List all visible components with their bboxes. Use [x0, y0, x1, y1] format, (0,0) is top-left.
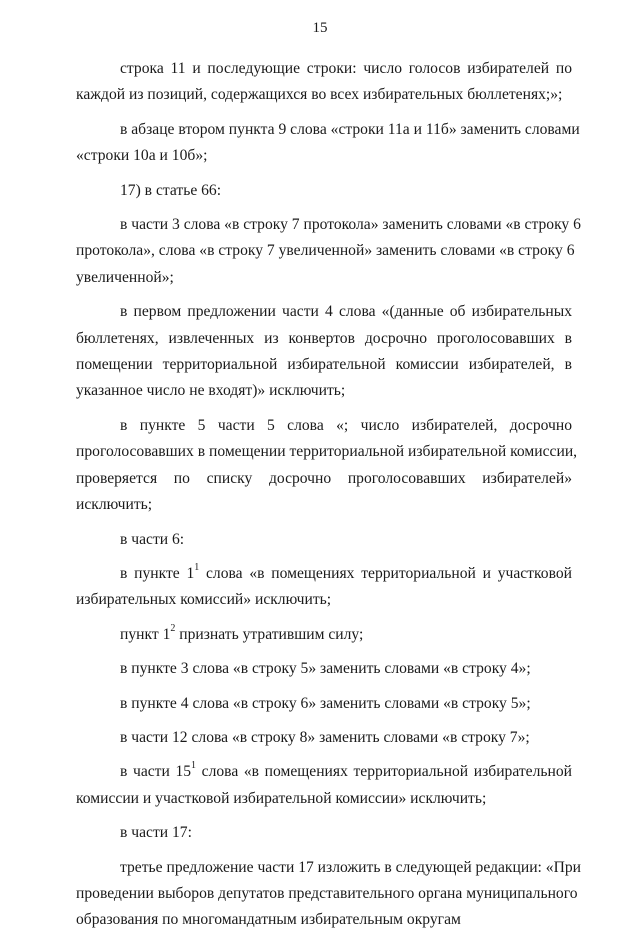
- paragraph-line: в части 6:: [120, 530, 185, 548]
- paragraph-line: каждой из позиций, содержащихся во всех избирательных бюллетенях;»;: [76, 86, 563, 104]
- text-fragment: слова «в помещениях территориальной избирательной: [196, 763, 572, 781]
- text-fragment: в пункте 1: [120, 564, 195, 582]
- paragraph: [76, 561, 572, 614]
- paragraph-line: «строки 10а и 10б»;: [76, 147, 208, 165]
- paragraph-line: в пункте 5 части 5 слова «; число избирателей, досрочно: [120, 416, 572, 434]
- paragraph-line: в первом предложении части 4 слова «(данные об избирательных: [120, 303, 572, 321]
- paragraph: [76, 759, 572, 812]
- paragraph-line: [76, 561, 572, 587]
- paragraph-line: в части 3 слова «в строку 7 протокола» заменить словами «в строку 6: [120, 216, 581, 234]
- superscript: 1: [194, 561, 200, 573]
- superscript: 2: [170, 622, 176, 634]
- document-body: [76, 56, 581, 942]
- paragraph-line: проведении выборов депутатов представительного органа муниципального: [76, 884, 578, 902]
- paragraph: [76, 820, 572, 846]
- text-fragment: слова «в помещениях территориальной и участковой: [199, 564, 572, 582]
- paragraph: [76, 725, 572, 751]
- paragraph-line: бюллетенях, извлеченных из конвертов досрочно проголосовавших в: [76, 329, 572, 347]
- paragraph: [76, 527, 572, 553]
- paragraph: [76, 691, 572, 717]
- paragraph-line: увеличенной»;: [76, 268, 174, 286]
- paragraph-line: [76, 622, 572, 648]
- paragraph-line: протокола», слова «в строку 7 увеличенной» заменить словами «в строку 6: [76, 242, 575, 260]
- paragraph: [76, 117, 580, 170]
- paragraph-line: в абзаце втором пункта 9 слова «строки 11а и 11б» заменить словами: [120, 120, 580, 138]
- text-fragment: в части 15: [120, 763, 192, 781]
- paragraph-line: исключить;: [76, 496, 153, 514]
- paragraph-line: проверяется по списку досрочно проголосовавших избирателей»: [76, 469, 572, 487]
- text-fragment: пункт 1: [120, 625, 171, 643]
- paragraph: [76, 212, 581, 291]
- paragraph-line: помещении территориальной избирательной комиссии избирателей, в: [76, 356, 572, 374]
- paragraph: [76, 299, 572, 405]
- paragraph-line: в части 12 слова «в строку 8» заменить словами «в строку 7»;: [120, 728, 530, 746]
- paragraph: [76, 56, 572, 109]
- page-number: 15: [312, 20, 328, 36]
- paragraph: [76, 855, 581, 934]
- paragraph: [76, 178, 572, 204]
- paragraph: [76, 622, 572, 648]
- paragraph-line: в части 17:: [120, 824, 192, 842]
- paragraph-line: проголосовавших в помещении территориальной избирательной комиссии,: [76, 443, 578, 461]
- paragraph-line: избирательных комиссий» исключить;: [76, 591, 332, 609]
- paragraph-line: указанное число не входят)» исключить;: [76, 382, 346, 400]
- paragraph-line: комиссии и участковой избирательной комиссии» исключить;: [76, 789, 487, 807]
- paragraph-line: образования по многомандатным избирательным округам: [76, 911, 461, 929]
- text-fragment: признать утратившим силу;: [175, 625, 364, 643]
- paragraph: [76, 413, 578, 519]
- paragraph-line: в пункте 4 слова «в строку 6» заменить словами «в строку 5»;: [120, 694, 531, 712]
- paragraph-line: строка 11 и последующие строки: число голосов избирателей по: [120, 60, 572, 77]
- paragraph-line: [76, 759, 572, 785]
- paragraph-line: 17) в статье 66:: [120, 181, 222, 199]
- paragraph-line: в пункте 3 слова «в строку 5» заменить словами «в строку 4»;: [120, 660, 531, 678]
- paragraph-line: третье предложение части 17 изложить в следующей редакции: «При: [120, 858, 581, 876]
- paragraph: [76, 656, 572, 682]
- superscript: 1: [191, 760, 197, 772]
